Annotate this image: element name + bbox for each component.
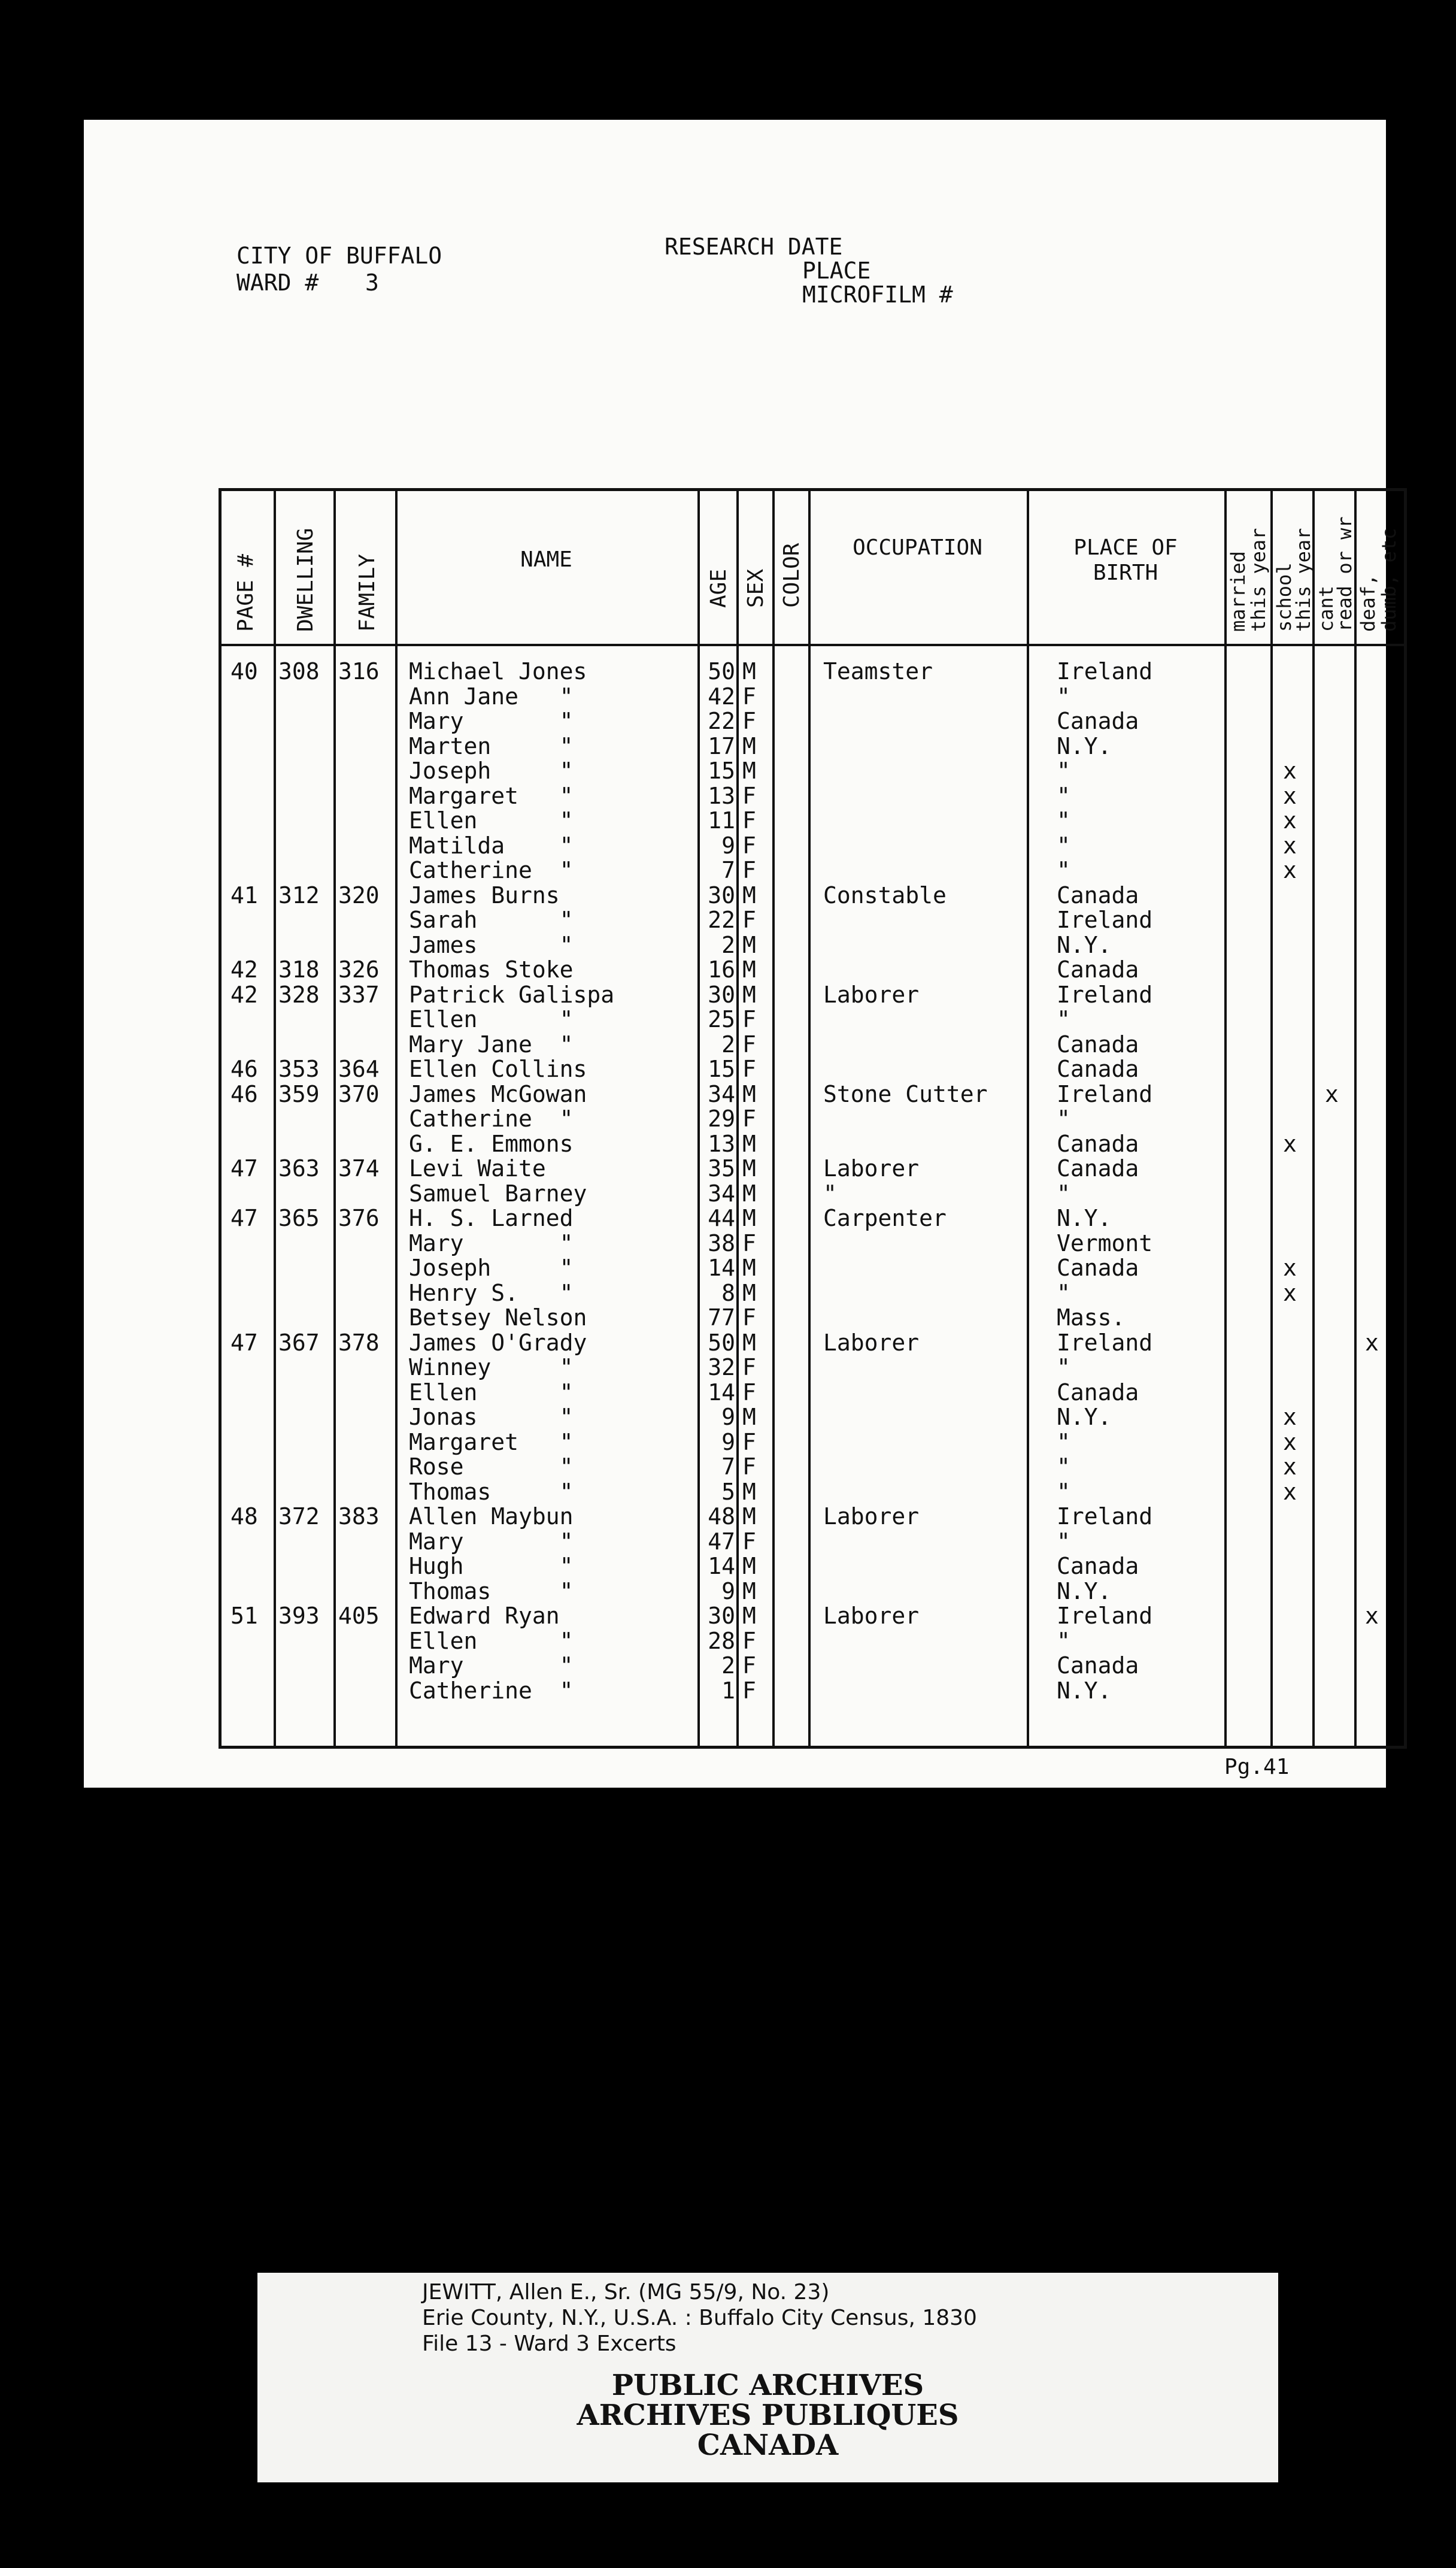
cell-school: x [1283, 1428, 1297, 1455]
cell-age: 38 [708, 1230, 735, 1256]
cell-birth: " [1057, 782, 1070, 809]
cell-occupation: Stone Cutter [823, 1080, 988, 1107]
cell-birth: " [1057, 1279, 1070, 1306]
cell-deaf: x [1365, 1329, 1379, 1356]
cell-family: 374 [338, 1155, 380, 1182]
cell-school: x [1283, 1279, 1297, 1306]
cell-name: Betsey Nelson [409, 1304, 587, 1331]
cell-sex: M [742, 931, 756, 958]
cell-sex: M [742, 1205, 756, 1231]
cell-sex: M [742, 732, 756, 759]
cell-name: Levi Waite [409, 1155, 546, 1182]
col-header-married-2: this year [1247, 528, 1270, 632]
cell-name: Mary " [409, 1230, 574, 1256]
cell-age: 13 [708, 782, 735, 809]
cell-occupation: Laborer [823, 1503, 920, 1530]
cell-sex: F [742, 1652, 756, 1679]
cell-name: Ellen " [409, 807, 574, 834]
cell-page: 47 [230, 1155, 258, 1182]
cell-sex: M [742, 658, 756, 685]
cell-read: x [1325, 1080, 1339, 1107]
cell-family: 326 [338, 956, 380, 983]
cell-name: Patrick Galispa [409, 981, 615, 1008]
cell-birth: " [1057, 1106, 1070, 1132]
cell-sex: M [742, 1478, 756, 1505]
cell-sex: M [742, 1603, 756, 1629]
cell-age: 15 [708, 758, 735, 784]
cell-name: Ellen Collins [409, 1056, 587, 1082]
cell-family: 370 [338, 1080, 380, 1107]
cell-sex: F [742, 1627, 756, 1654]
cell-name: Sarah " [409, 907, 574, 933]
cell-name: James Burns [409, 882, 560, 909]
cell-sex: F [742, 1006, 756, 1032]
cell-name: Ellen " [409, 1379, 574, 1406]
cell-birth: " [1057, 758, 1070, 784]
cell-page: 51 [230, 1603, 258, 1629]
col-header-school-2: this year [1292, 528, 1315, 632]
cell-name: James O'Grady [409, 1329, 587, 1356]
cell-age: 7 [721, 1453, 735, 1480]
cell-birth: " [1057, 1528, 1070, 1555]
cell-birth: " [1057, 1180, 1070, 1207]
cell-age: 47 [708, 1528, 735, 1555]
cell-dwelling: 308 [278, 658, 320, 685]
cell-age: 16 [708, 956, 735, 983]
cell-school: x [1283, 1453, 1297, 1480]
cell-age: 11 [708, 807, 735, 834]
cell-sex: F [742, 708, 756, 734]
cell-sex: F [742, 1677, 756, 1704]
cell-name: Catherine " [409, 857, 574, 883]
cell-name: James " [409, 931, 574, 958]
cell-age: 28 [708, 1627, 735, 1654]
cell-name: Michael Jones [409, 658, 587, 685]
cell-page: 47 [230, 1205, 258, 1231]
cell-family: 364 [338, 1056, 380, 1082]
cell-name: Thomas Stoke [409, 956, 574, 983]
cell-name: Henry S. " [409, 1279, 574, 1306]
col-header-school-1: school [1273, 562, 1296, 632]
cell-occupation: Laborer [823, 1155, 920, 1182]
cell-dwelling: 367 [278, 1329, 320, 1356]
research-date-label: RESEARCH DATE [665, 234, 843, 260]
cell-age: 48 [708, 1503, 735, 1530]
cell-dwelling: 393 [278, 1603, 320, 1629]
cell-birth: " [1057, 1428, 1070, 1455]
cell-sex: F [742, 857, 756, 883]
cell-age: 2 [721, 931, 735, 958]
cell-name: Ellen " [409, 1006, 574, 1032]
cell-page: 46 [230, 1056, 258, 1082]
cell-name: Hugh " [409, 1553, 574, 1579]
cell-age: 50 [708, 658, 735, 685]
cell-sex: M [742, 1503, 756, 1530]
cell-age: 14 [708, 1553, 735, 1579]
col-header-name: NAME [520, 547, 572, 572]
cell-sex: F [742, 782, 756, 809]
cell-age: 9 [721, 1428, 735, 1455]
cell-birth: N.Y. [1057, 1677, 1112, 1704]
cell-birth: " [1057, 1006, 1070, 1032]
cell-sex: M [742, 1279, 756, 1306]
cell-page: 41 [230, 882, 258, 909]
label-line-3: File 13 - Ward 3 Excerts [422, 2331, 677, 2356]
cell-birth: N.Y. [1057, 1577, 1112, 1604]
col-header-deaf-1: deaf, [1357, 574, 1379, 632]
cell-occupation: Laborer [823, 981, 920, 1008]
cell-sex: M [742, 758, 756, 784]
cell-name: H. S. Larned [409, 1205, 574, 1231]
cell-sex: M [742, 1577, 756, 1604]
cell-age: 9 [721, 1404, 735, 1430]
cell-age: 7 [721, 857, 735, 883]
cell-family: 378 [338, 1329, 380, 1356]
cell-name: Winney " [409, 1354, 574, 1380]
cell-name: G. E. Emmons [409, 1130, 574, 1157]
cell-age: 30 [708, 882, 735, 909]
cell-age: 22 [708, 907, 735, 933]
cell-name: Marten " [409, 732, 574, 759]
cell-sex: F [742, 1106, 756, 1132]
cell-sex: F [742, 1428, 756, 1455]
cell-school: x [1283, 1478, 1297, 1505]
census-sheet [84, 120, 1400, 1788]
cell-name: Catherine " [409, 1106, 574, 1132]
cell-sex: F [742, 683, 756, 710]
cell-birth: Canada [1057, 1031, 1139, 1058]
cell-name: Rose " [409, 1453, 574, 1480]
cell-school: x [1283, 832, 1297, 859]
cell-dwelling: 312 [278, 882, 320, 909]
cell-birth: N.Y. [1057, 1205, 1112, 1231]
col-header-birth-2: BIRTH [1093, 561, 1158, 585]
cell-birth: Canada [1057, 1255, 1139, 1281]
cell-birth: N.Y. [1057, 1404, 1112, 1430]
cell-school: x [1283, 1255, 1297, 1281]
cell-birth: Ireland [1057, 1503, 1153, 1530]
col-header-occupation: OCCUPATION [853, 535, 982, 560]
cell-birth: Ireland [1057, 907, 1153, 933]
archives-country: CANADA [697, 2428, 839, 2462]
cell-name: Joseph " [409, 1255, 574, 1281]
cell-birth: N.Y. [1057, 732, 1112, 759]
cell-age: 34 [708, 1180, 735, 1207]
cell-birth: " [1057, 1354, 1070, 1380]
cell-school: x [1283, 1130, 1297, 1157]
cell-birth: " [1057, 832, 1070, 859]
cell-age: 34 [708, 1080, 735, 1107]
cell-sex: M [742, 1130, 756, 1157]
cell-age: 1 [721, 1677, 735, 1704]
cell-name: James McGowan [409, 1080, 587, 1107]
cell-age: 35 [708, 1155, 735, 1182]
cell-family: 376 [338, 1205, 380, 1231]
cell-birth: Canada [1057, 1379, 1139, 1406]
cell-name: Margaret " [409, 782, 574, 809]
cell-birth: " [1057, 807, 1070, 834]
cell-name: Mary " [409, 1528, 574, 1555]
cell-name: Ellen " [409, 1627, 574, 1654]
cell-name: Samuel Barney [409, 1180, 587, 1207]
cell-sex: M [742, 1155, 756, 1182]
cell-dwelling: 359 [278, 1080, 320, 1107]
cell-age: 17 [708, 732, 735, 759]
cell-age: 30 [708, 1603, 735, 1629]
cell-sex: F [742, 907, 756, 933]
cell-age: 25 [708, 1006, 735, 1032]
city-label: CITY OF BUFFALO [236, 243, 442, 269]
cell-birth: Vermont [1057, 1230, 1153, 1256]
cell-occupation: Carpenter [823, 1205, 947, 1231]
cell-family: 405 [338, 1603, 380, 1629]
cell-birth: N.Y. [1057, 931, 1112, 958]
cell-sex: F [742, 1453, 756, 1480]
cell-name: Mary " [409, 1652, 574, 1679]
cell-sex: F [742, 832, 756, 859]
census-table [219, 488, 1407, 1749]
cell-age: 14 [708, 1379, 735, 1406]
cell-birth: Canada [1057, 956, 1139, 983]
cell-dwelling: 353 [278, 1056, 320, 1082]
cell-sex: M [742, 1404, 756, 1430]
col-header-read-2: read or wr [1333, 516, 1356, 632]
cell-school: x [1283, 758, 1297, 784]
cell-name: Matilda " [409, 832, 574, 859]
ward-value: 3 [365, 269, 379, 296]
cell-birth: Ireland [1057, 1329, 1153, 1356]
cell-name: Edward Ryan [409, 1603, 560, 1629]
cell-school: x [1283, 807, 1297, 834]
cell-age: 9 [721, 1577, 735, 1604]
cell-birth: Ireland [1057, 1603, 1153, 1629]
archive-label [257, 2273, 1278, 2482]
cell-sex: M [742, 1255, 756, 1281]
cell-school: x [1283, 1404, 1297, 1430]
cell-dwelling: 363 [278, 1155, 320, 1182]
cell-page: 42 [230, 956, 258, 983]
cell-birth: Canada [1057, 1130, 1139, 1157]
cell-occupation: " [823, 1180, 837, 1207]
page-number: Pg.41 [1224, 1755, 1290, 1779]
col-header-birth-1: PLACE OF [1073, 535, 1178, 560]
archives-name-fr: ARCHIVES PUBLIQUES [577, 2399, 959, 2432]
cell-birth: Canada [1057, 882, 1139, 909]
label-line-2: Erie County, N.Y., U.S.A. : Buffalo City Census, 1830 [422, 2306, 977, 2330]
cell-deaf: x [1365, 1603, 1379, 1629]
cell-page: 40 [230, 658, 258, 685]
cell-sex: F [742, 1354, 756, 1380]
cell-school: x [1283, 857, 1297, 883]
cell-birth: Canada [1057, 1056, 1139, 1082]
cell-page: 42 [230, 981, 258, 1008]
cell-birth: " [1057, 1453, 1070, 1480]
cell-age: 77 [708, 1304, 735, 1331]
cell-age: 2 [721, 1652, 735, 1679]
cell-age: 50 [708, 1329, 735, 1356]
label-line-1: JEWITT, Allen E., Sr. (MG 55/9, No. 23) [422, 2280, 830, 2304]
col-header-sex: SEX [744, 568, 768, 608]
col-header-age: AGE [706, 568, 731, 608]
cell-dwelling: 372 [278, 1503, 320, 1530]
cell-family: 383 [338, 1503, 380, 1530]
cell-occupation: Teamster [823, 658, 933, 685]
cell-name: Jonas " [409, 1404, 574, 1430]
col-header-deaf-2: dumb, etc [1378, 528, 1400, 632]
cell-age: 2 [721, 1031, 735, 1058]
cell-occupation: Laborer [823, 1603, 920, 1629]
cell-birth: Canada [1057, 1155, 1139, 1182]
col-header-family: FAMILY [355, 553, 380, 632]
cell-age: 32 [708, 1354, 735, 1380]
cell-school: x [1283, 782, 1297, 809]
cell-name: Allen Maybun [409, 1503, 574, 1530]
cell-sex: F [742, 1230, 756, 1256]
cell-sex: F [742, 1056, 756, 1082]
microfilm-label: MICROFILM # [802, 281, 953, 308]
cell-sex: F [742, 1528, 756, 1555]
cell-name: Ann Jane " [409, 683, 574, 710]
cell-name: Catherine " [409, 1677, 574, 1704]
cell-birth: " [1057, 683, 1070, 710]
col-header-page: PAGE # [233, 553, 258, 632]
cell-age: 44 [708, 1205, 735, 1231]
cell-page: 47 [230, 1329, 258, 1356]
cell-sex: F [742, 1379, 756, 1406]
cell-sex: M [742, 1553, 756, 1579]
cell-page: 48 [230, 1503, 258, 1530]
col-header-color: COLOR [779, 543, 804, 608]
cell-age: 29 [708, 1106, 735, 1132]
cell-sex: M [742, 1080, 756, 1107]
cell-family: 316 [338, 658, 380, 685]
cell-name: Margaret " [409, 1428, 574, 1455]
cell-birth: Ireland [1057, 981, 1153, 1008]
cell-age: 9 [721, 832, 735, 859]
cell-dwelling: 365 [278, 1205, 320, 1231]
cell-occupation: Constable [823, 882, 947, 909]
cell-age: 30 [708, 981, 735, 1008]
col-header-married-1: married [1227, 551, 1249, 632]
cell-name: Thomas " [409, 1577, 574, 1604]
cell-dwelling: 318 [278, 956, 320, 983]
cell-age: 22 [708, 708, 735, 734]
col-header-dwelling: DWELLING [293, 528, 318, 632]
cell-birth: Canada [1057, 1553, 1139, 1579]
cell-sex: F [742, 807, 756, 834]
cell-page: 46 [230, 1080, 258, 1107]
cell-sex: M [742, 981, 756, 1008]
cell-sex: M [742, 956, 756, 983]
cell-age: 13 [708, 1130, 735, 1157]
cell-sex: F [742, 1031, 756, 1058]
cell-name: Thomas " [409, 1478, 574, 1505]
cell-sex: M [742, 882, 756, 909]
cell-occupation: Laborer [823, 1329, 920, 1356]
cell-name: Mary Jane " [409, 1031, 574, 1058]
cell-family: 337 [338, 981, 380, 1008]
cell-sex: F [742, 1304, 756, 1331]
col-header-read-1: cant [1315, 585, 1337, 632]
cell-age: 8 [721, 1279, 735, 1306]
cell-family: 320 [338, 882, 380, 909]
cell-birth: " [1057, 1627, 1070, 1654]
cell-birth: Canada [1057, 1652, 1139, 1679]
cell-name: Mary " [409, 708, 574, 734]
cell-age: 5 [721, 1478, 735, 1505]
cell-birth: " [1057, 857, 1070, 883]
cell-birth: Ireland [1057, 658, 1153, 685]
cell-birth: Ireland [1057, 1080, 1153, 1107]
cell-birth: Canada [1057, 708, 1139, 734]
ward-label: WARD # [236, 269, 319, 296]
cell-birth: Mass. [1057, 1304, 1126, 1331]
place-label: PLACE [802, 258, 871, 284]
cell-sex: M [742, 1329, 756, 1356]
cell-name: Joseph " [409, 758, 574, 784]
cell-dwelling: 328 [278, 981, 320, 1008]
cell-birth: " [1057, 1478, 1070, 1505]
archives-name-en: PUBLIC ARCHIVES [611, 2369, 924, 2402]
cell-age: 42 [708, 683, 735, 710]
cell-sex: M [742, 1180, 756, 1207]
cell-age: 15 [708, 1056, 735, 1082]
cell-age: 14 [708, 1255, 735, 1281]
